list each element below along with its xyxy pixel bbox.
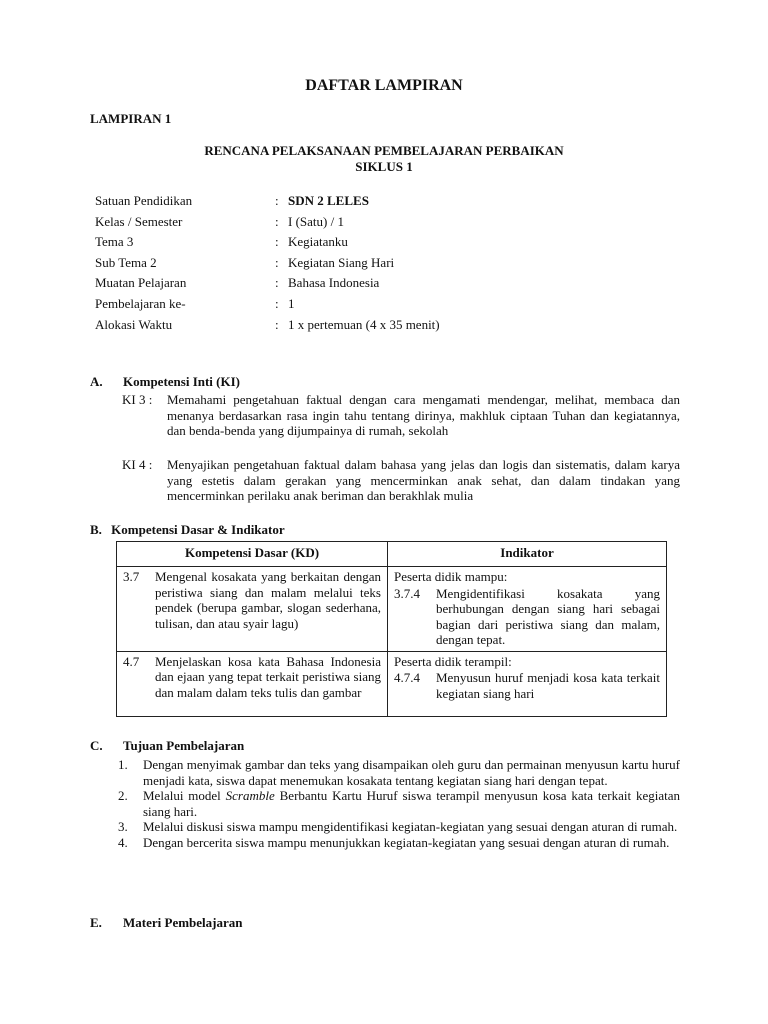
indikator-intro: Peserta didik mampu: [394,569,508,584]
list-item [118,835,680,851]
list-number: 3. [118,819,128,834]
indikator-number: 4.7.4 [394,670,420,685]
table-header-row [117,542,667,567]
header-kd: Kompetensi Dasar (KD) [117,542,388,567]
identity-row [95,193,655,214]
identity-value: Kegiatanku [288,234,348,250]
identity-row [95,296,655,317]
identity-key: Muatan Pelajaran [95,275,187,291]
identity-value: SDN 2 LELES [288,193,369,208]
list-item [118,788,680,819]
list-text-emphasis: Scramble [225,788,275,803]
kd-cell [117,651,388,716]
identity-row [95,275,655,296]
identity-colon: : [275,193,279,208]
indikator-cell [388,567,667,652]
list-text: Dengan menyimak gambar dan teks yang disampaikan oleh guru dan permainan menyusun kartu huruf menjadi kata, siswa dapat menemukan kosakata tentang kegiatan siang hari dengan tepat. [143,757,680,788]
ki-text: Menyajikan pengetahuan faktual dalam bahasa yang jelas dan logis dan sistematis, dalam karya yang estetis dalam gerakan yang mencerminkan anak sehat, dan dalam tindakan yang mencerminkan perilaku anak beriman dan berakhlak mulia [167,457,680,503]
indikator-entry [394,670,660,701]
list-number: 4. [118,834,128,850]
identity-colon: : [275,213,279,229]
identity-colon: : [275,295,279,311]
identity-key: Tema 3 [95,234,134,250]
identity-value: 1 [288,295,295,311]
section-b-heading [90,522,690,538]
ki-label: KI 4 : [122,457,153,472]
ki-text: Memahami pengetahuan faktual dengan cara mengamati mendengar, melihat, membaca dan menanya berdasarkan rasa ingin tahu tentang dirinya, makhluk ciptaan Tuhan dan kegiatannya, dan benda-benda yang dijumpainya di rumah, sekolah [167,392,680,438]
section-title: Kompetensi Inti (KI) [123,374,240,389]
indikator-text: Menyusun huruf menjadi kosa kata terkait kegiatan siang hari [436,670,660,701]
list-item [118,757,680,788]
kd-entry [123,569,381,631]
kd-text: Menjelaskan kosa kata Bahasa Indonesia dan ejaan yang tepat terkait peristiwa siang dan malam dalam teks tulis dan gambar [155,653,381,700]
list-text: Melalui diskusi siswa mampu mengidentifikasi kegiatan-kegiatan yang sesuai dengan aturan di rumah. [143,819,678,834]
identity-colon: : [275,316,279,332]
identity-colon: : [275,254,279,270]
header-indikator: Indikator [388,542,667,567]
section-title: Materi Pembelajaran [123,915,243,930]
subtitle-line-1: RENCANA PELAKSANAAN PEMBELAJARAN PERBAIKAN [204,143,564,158]
list-item [118,819,680,835]
list-number: 1. [118,757,128,772]
identity-row [95,317,655,338]
list-text-pre: Melalui model [143,788,226,803]
list-text: Dengan bercerita siswa mampu menunjukkan kegiatan-kegiatan yang sesuai dengan aturan di rumah. [143,834,670,850]
list-text [143,788,680,819]
kd-text: Mengenal kosakata yang berkaitan dengan peristiwa siang dan malam melalui teks pendek (berupa gambar, slogan sederhana, tulisan, dan atau syair lagu) [155,569,381,631]
identity-row [95,214,655,235]
list-number: 2. [118,788,128,803]
ki-label: KI 3 : [122,392,153,407]
identity-block [95,193,655,337]
kd-entry [123,654,381,701]
identity-key: Satuan Pendidikan [95,193,193,208]
section-title: Tujuan Pembelajaran [123,738,245,753]
lampiran-label: LAMPIRAN 1 [90,111,172,126]
identity-key: Kelas / Semester [95,213,183,229]
section-number: B. [90,522,102,537]
kd-indikator-table [116,541,667,717]
table-row [117,567,667,652]
kd-number: 3.7 [123,569,140,584]
identity-row [95,234,655,255]
identity-value: Bahasa Indonesia [288,275,380,291]
identity-value: 1 x pertemuan (4 x 35 menit) [288,316,440,332]
identity-value: I (Satu) / 1 [288,213,344,229]
subtitle-line-2: SIKLUS 1 [355,158,413,174]
table-row [117,651,667,716]
indikator-number: 3.7.4 [394,585,420,601]
identity-colon: : [275,234,279,250]
section-number: E. [90,915,102,930]
indikator-text: Mengidentifikasi kosakata yang berhubungan dengan siang hari sebagai bagian dari peristiwa siang dan malam, dengan tepat. [436,585,660,647]
kd-cell [117,567,388,652]
identity-row [95,255,655,276]
tujuan-list [118,757,680,850]
identity-value: Kegiatan Siang Hari [288,254,395,270]
document-subtitle [0,143,768,174]
section-number: A. [90,374,103,389]
kd-number: 4.7 [123,653,140,669]
page-title: DAFTAR LAMPIRAN [305,77,463,94]
list-text-post: Berbantu Kartu Huruf siswa terampil menyusun kosa kata terkait kegiatan siang hari. [143,788,680,819]
section-number: C. [90,738,103,753]
identity-key: Pembelajaran ke- [95,295,186,311]
identity-colon: : [275,275,279,291]
identity-key: Sub Tema 2 [95,254,157,270]
indikator-entry [394,586,660,648]
section-title: Kompetensi Dasar & Indikator [111,522,285,537]
identity-key: Alokasi Waktu [95,316,173,332]
indikator-intro: Peserta didik terampil: [394,653,512,669]
indikator-cell [388,651,667,716]
